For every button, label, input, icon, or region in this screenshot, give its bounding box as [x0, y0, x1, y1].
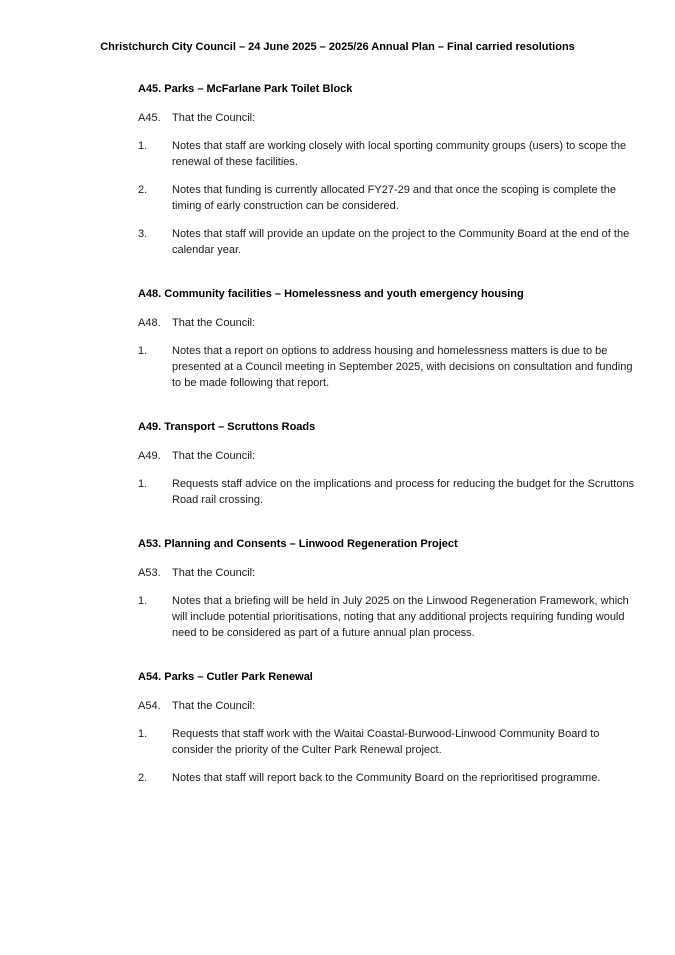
item-text: Notes that funding is currently allocated FY27-29 and that once the scoping is complete the timing of early construction can be considered.: [172, 184, 616, 212]
section-heading: A54. Parks – Cutler Park Renewal: [138, 671, 313, 683]
resolution-item: [138, 726, 650, 758]
item-text: Notes that staff are working closely with local sporting community groups (users) to scope the renewal of these facilities.: [172, 140, 627, 168]
resolution-section: [138, 286, 650, 391]
item-text: Requests staff advice on the implications and process for reducing the budget for the Scruttons Road rail crossing.: [172, 478, 635, 506]
section-intro-row: [138, 448, 650, 464]
section-heading: A48. Community facilities – Homelessness and youth emergency housing: [138, 288, 524, 300]
item-text: Requests that staff work with the Waitai Coastal-Burwood-Linwood Community Board to consider the priority of the Culter Park Renewal project.: [172, 728, 600, 756]
section-label: A54.: [138, 700, 161, 712]
section-label: A49.: [138, 450, 161, 462]
resolution-item: [138, 770, 650, 786]
resolution-item: [138, 226, 650, 258]
item-number: 1.: [138, 595, 148, 607]
resolution-item: [138, 182, 650, 214]
item-number: 1.: [138, 140, 148, 152]
section-label: A48.: [138, 317, 161, 329]
section-intro-row: [138, 315, 650, 331]
section-heading: A45. Parks – McFarlane Park Toilet Block: [138, 83, 353, 95]
resolution-item: [138, 593, 650, 641]
section-intro-text: That the Council:: [172, 317, 256, 329]
section-heading: A49. Transport – Scruttons Roads: [138, 421, 316, 433]
document-header-title: Christchurch City Council – 24 June 2025 – 2025/26 Annual Plan – Final carried resolutions: [100, 41, 575, 53]
section-intro-row: [138, 698, 650, 714]
section-intro-text: That the Council:: [172, 450, 256, 462]
item-text: Notes that a briefing will be held in July 2025 on the Linwood Regeneration Framework, which will include potential prioritisations, noting that any additional projects requiring funding would need to be considered as part of a future annual plan process.: [172, 595, 629, 639]
item-text: Notes that a report on options to address housing and homelessness matters is due to be presented at a Council meeting in September 2025, with decisions on consultation and funding to be made following that report.: [172, 345, 633, 389]
section-intro-text: That the Council:: [172, 112, 256, 124]
item-number: 1.: [138, 728, 148, 740]
resolution-item: [138, 138, 650, 170]
resolution-item: [138, 476, 650, 508]
resolution-section: [138, 536, 650, 641]
item-number: 2.: [138, 772, 148, 784]
section-label: A45.: [138, 112, 161, 124]
section-intro-text: That the Council:: [172, 700, 256, 712]
section-label: A53.: [138, 567, 161, 579]
item-number: 2.: [138, 184, 148, 196]
resolution-section: [138, 419, 650, 508]
resolution-item: [138, 343, 650, 391]
resolution-section: [138, 669, 650, 786]
item-number: 1.: [138, 478, 148, 490]
resolution-section: [138, 81, 650, 258]
item-number: 3.: [138, 228, 148, 240]
item-text: Notes that staff will provide an update on the project to the Community Board at the end of the calendar year.: [172, 228, 630, 256]
section-intro-row: [138, 110, 650, 126]
section-intro-text: That the Council:: [172, 567, 256, 579]
item-text: Notes that staff will report back to the Community Board on the reprioritised programme.: [172, 772, 601, 784]
section-intro-row: [138, 565, 650, 581]
item-number: 1.: [138, 345, 148, 357]
section-heading: A53. Planning and Consents – Linwood Regeneration Project: [138, 538, 458, 550]
document-content: [138, 81, 650, 786]
